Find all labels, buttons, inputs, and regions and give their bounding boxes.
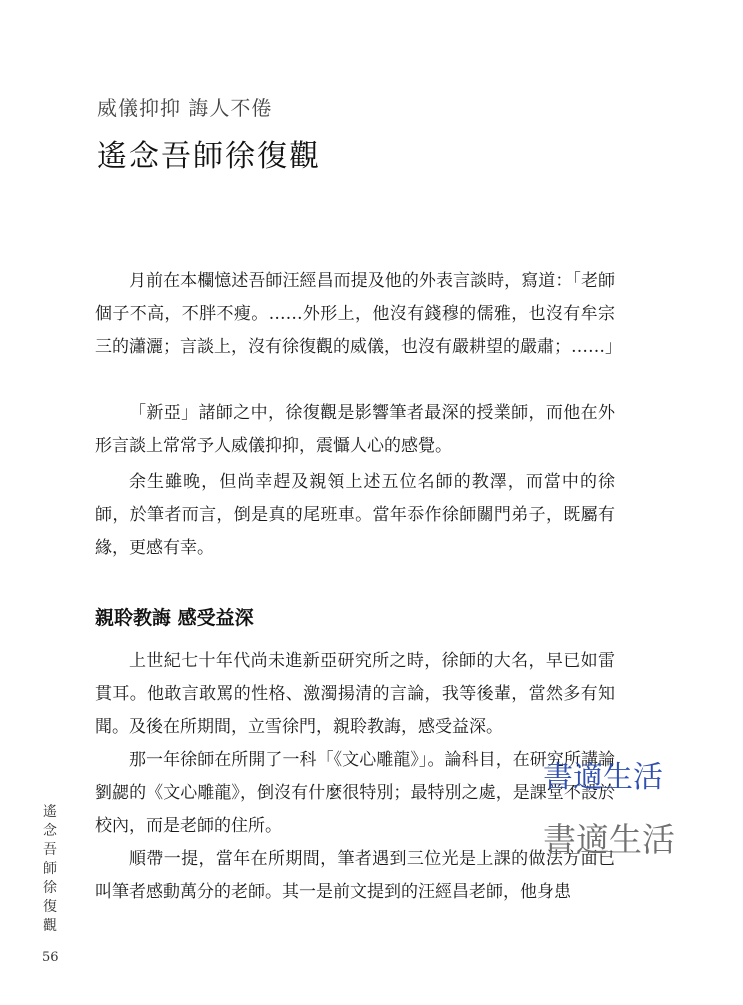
- paragraph-3: 余生雖晚，但尚幸趕及親領上述五位名師的教澤，而當中的徐師，於筆者而言，倒是真的尾班車。當年忝作徐師關門弟子，既屬有緣，更感有幸。: [95, 472, 615, 558]
- section-paragraph-1: 上世紀七十年代尚未進新亞研究所之時，徐師的大名，早已如雷貫耳。他敢言敢罵的性格、激濁揚清的言論，我等後輩，當然多有知聞。及後在所期間，立雪徐門，親聆教誨，感受益深。: [95, 651, 615, 737]
- section-heading: 親聆教誨 感受益深: [95, 607, 254, 629]
- running-title-vertical: 遙念吾師徐復觀: [43, 804, 57, 934]
- paragraph-2: 「新亞」諸師之中，徐復觀是影響筆者最深的授業師，而他在外形言談上常常予人威儀抑抑，震懾人心的感覺。: [95, 403, 615, 456]
- section-paragraph-2: 那一年徐師在所開了一科「《文心雕龍》」。論科目，在研究所講論劉勰的《文心雕龍》，倒沒有什麼很特別；最特別之處，是課堂不設於校內，而是老師的住所。: [95, 750, 615, 836]
- section-paragraph-3: 順帶一提，當年在所期間，筆者遇到三位光是上課的做法方面已叫筆者感動萬分的老師。其一是前文提到的汪經昌老師，他身患: [95, 849, 615, 902]
- watermark-gray: 書適生活: [543, 820, 675, 859]
- page-number: 56: [42, 950, 59, 965]
- watermark-blue: 書適生活: [543, 760, 663, 795]
- article-title: 遙念吾師徐復觀: [97, 139, 321, 174]
- paragraph-1: 月前在本欄憶述吾師汪經昌而提及他的外表言談時，寫道：「老師個子不高，不胖不瘦。……外形上，他沒有錢穆的儒雅，也沒有牟宗三的瀟灑；言談上，沒有徐復觀的威儀，也沒有嚴耕望的嚴肅；……」: [95, 271, 622, 357]
- article-subtitle: 威儀抑抑 誨人不倦: [97, 96, 273, 120]
